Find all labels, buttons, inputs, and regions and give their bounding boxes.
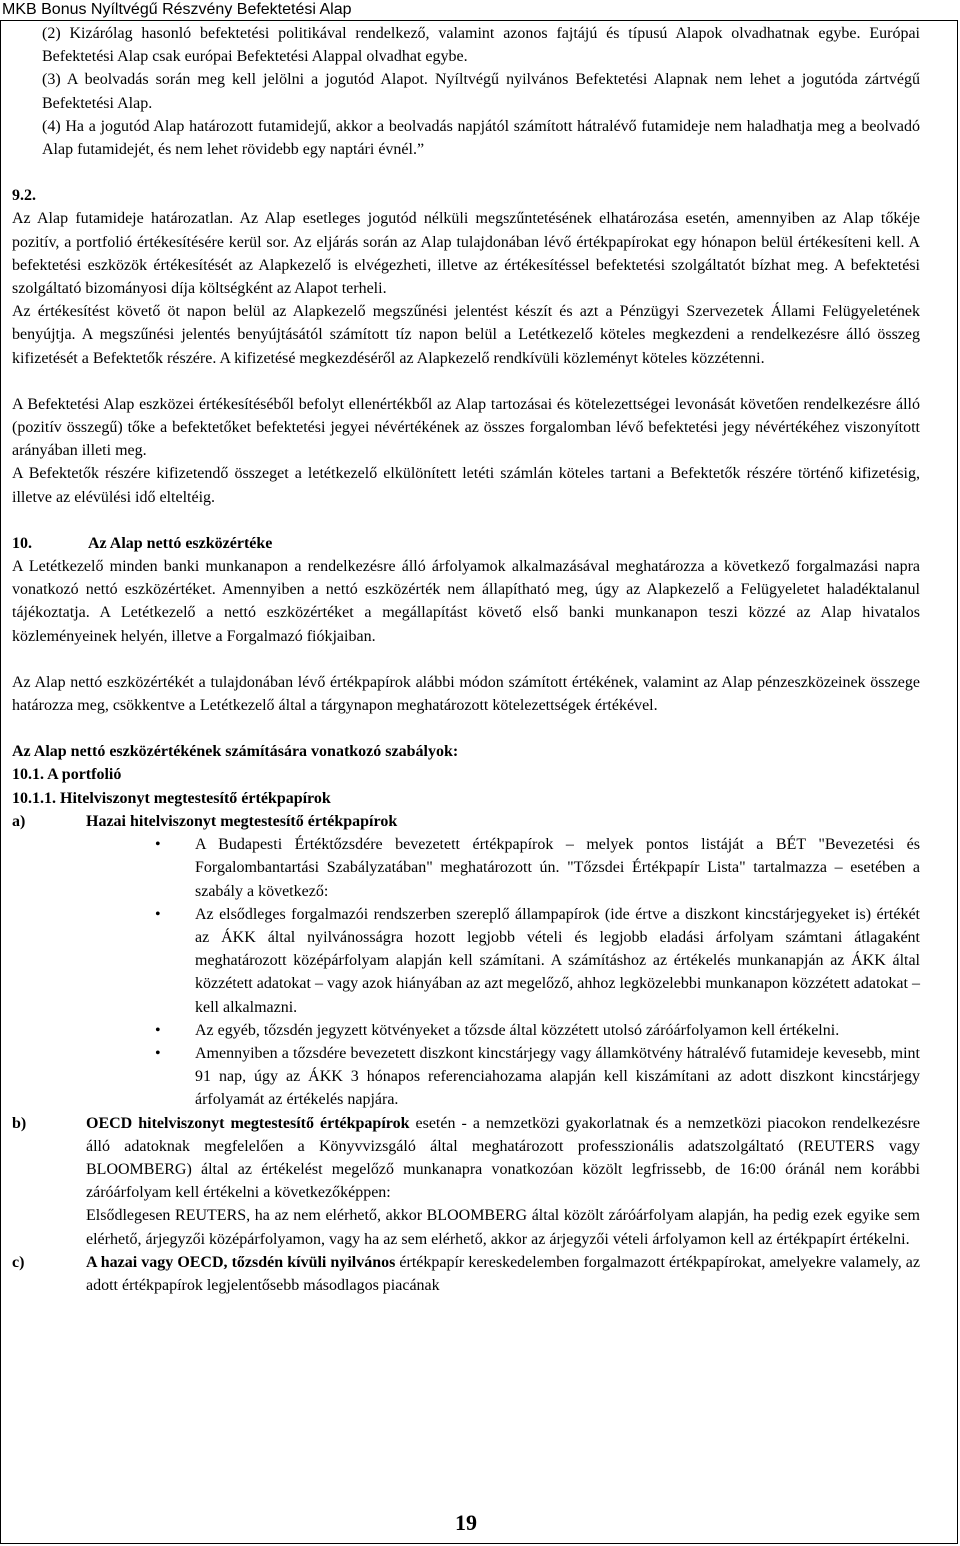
spacer <box>12 648 920 671</box>
section-10-paragraph-2: Az Alap nettó eszközértékét a tulajdonában lévő értékpapírok alábbi módon számított értékének, valamint az Alap pénzeszközeinek összege határozza meg, csökkentve a Letétkezelő által a tárgynapon meghatározott kötelezettségek értékével. <box>12 673 920 715</box>
section-number: 10. <box>12 534 32 552</box>
list-item: • Az elsődleges forgalmazói rendszerben szereplő állampapírok (ide értve a diszkont kincstárjegyeket is) értékét az ÁKK által nyilvánosságra hozott legjobb vételi és legjobb eladási árfolyam számtani átlagaként meghatározott középárfolyam alapján kell számítani. A számításhoz az értékelés munkanapján az ÁKK által közzétett adatokat – vagy azok hiányában az azt megelőző, ahhoz legközelebbi munkanapon közzétett adatokat – kell alkalmazni. <box>195 903 920 1019</box>
section-title: Az Alap nettó eszközértéke <box>88 534 273 552</box>
item-label: a) <box>12 812 26 830</box>
item-label: c) <box>12 1253 25 1271</box>
spacer <box>12 509 920 532</box>
item-label: b) <box>12 1114 27 1132</box>
item-b-continuation: Elsődlegesen REUTERS, ha az nem elérhető, akkor BLOOMBERG által közölt záróárfolyam alapján, ha pedig ezek egyike sem elérhető, árjegyzői középárfolyamon, vagy ha az sem elérhető, akkor az árjegyzői vételi árfolyamon kell az értékpapírt értékelni. <box>86 1207 920 1248</box>
section-heading-10 <box>12 532 920 555</box>
list-item: • Amennyiben a tőzsdére bevezetett diszkont kincstárjegy vagy államkötvény hátralévő futamideje kevesebb, mint 91 nap, úgy az ÁKK 3 hónapos referenciahozama alapján kell kiszámítani az adott diszkont kincstárjegy árfolyamát az értékelés napjára. <box>195 1042 920 1112</box>
item-a <box>12 810 920 833</box>
item-bold-lead: OECD hitelviszonyt megtestesítő értékpapírok <box>86 1114 410 1132</box>
document-body <box>12 22 920 1297</box>
clause-2: (2) Kizárólag hasonló befektetési politikával rendelkező, valamint azonos fajtájú és típusú Alapok olvadhatnak egybe. Európai Befektetési Alap csak európai Befektetési Alappal olvadhat egybe. <box>42 25 920 66</box>
section-9-2-paragraph-4: A Befektetők részére kifizetendő összeget a letétkezelő elkülönített letéti számlán köteles tartani a Befektetők részére történő kifizetésig, illetve az elévülési idő elteltéig. <box>12 465 920 506</box>
item-body <box>86 1251 920 1297</box>
spacer <box>12 717 920 740</box>
item-body <box>86 1112 920 1205</box>
subsection-heading-10-1: 10.1. A portfolió <box>12 766 122 784</box>
list-item: • A Budapesti Értéktőzsdére bevezetett értékpapírok – melyek pontos listáját a BÉT "Bevezetési és Forgalombantartási Szabályzatában" meghatározott ún. "Tőzsdei Értékpapír Lista" tartalmazza – esetében a szabály a következő: <box>195 833 920 903</box>
bullet-list <box>12 833 920 1111</box>
rules-heading: Az Alap nettó eszközértékének számítására vonatkozó szabályok: <box>12 743 459 761</box>
item-c <box>12 1251 920 1297</box>
page-number: 19 <box>455 1510 477 1535</box>
item-text: értékpapír kereskedelemben forgalmazott értékpapírokat, amelyekre valamely, az adott értékpapírok legjelentősebb másodlagos piacának <box>86 1253 920 1294</box>
section-9-2-paragraph-2: Az értékesítést követő öt napon belül az Alapkezelő megszűnési jelentést készít és azt a Pénzügyi Szervezetek Állami Felügyeletének benyújtja. A megszűnési jelentés benyújtásától számított tíz napon belül a Letétkezelő köteles megkezdeni a rendelkezésre álló összeg kifizetését a Befektetők részére. A kifizetésé megkezdéséről az Alapkezelő rendkívüli közleményt köteles közzétenni. <box>12 303 920 367</box>
item-text: esetén - a nemzetközi gyakorlatnak és a nemzetközi piacokon rendelkezésre álló adatoknak megfelelően a Könyvvizsgáló által meghatározott professzionális adatszolgáltató (REUTERS vagy BLOOMBERG) által az értékelést megelőző munkanapra vonatkozóan közölt legfrissebb, de 16:00 óránál nem korábbi záróárfolyam kell értékelni a következőképpen: <box>86 1114 920 1202</box>
section-10-paragraph-1: A Letétkezelő minden banki munkanapon a rendelkezésre álló árfolyamok alkalmazásával meghatározza a következő forgalmazási napra vonatkozó nettó eszközértéket. Amennyiben a nettó eszközérték nem állapítható meg, úgy az Alapkezelő a Felügyeletet haladéktalanul tájékoztatja. A Letétkezelő a nettó eszközértéket a megállapítást követő első banki munkanapon teszi közzé az Alap hivatalos közleményeinek helyén, illetve a Forgalmazó fiókjaiban. <box>12 558 920 645</box>
item-b <box>12 1112 920 1205</box>
section-9-2-paragraph-1: Az Alap futamideje határozatlan. Az Alap esetleges jogutód nélküli megszűntetésének elhatározása esetén, amennyiben az Alap tőkéje pozitív, a portfolió értékesítésére kerül sor. Az eljárás során az Alap tulajdonában lévő értékpapírokat egy hónapon belül értékesíteni kell. A befektetési eszközök értékesítését az Alapkezelő is elvégezheti, illetve az értékesítéssel befektetési szolgáltatót bízhat meg. A befektetési szolgáltató bizományosi díja költségként az Alapot terheli. <box>12 210 920 298</box>
item-title: Hazai hitelviszonyt megtestesítő értékpapírok <box>86 812 398 830</box>
spacer <box>12 161 920 184</box>
spacer <box>12 370 920 393</box>
clause-3: (3) A beolvadás során meg kell jelölni a jogutód Alapot. Nyíltvégű nyilvános Befektetési Alapnak nem lehet a jogutóda zártvégű Befektetési Alap. <box>42 71 920 112</box>
list-item: • Az egyéb, tőzsdén jegyzett kötvényeket a tőzsde által közzétett utolsó záróárfolyamon kell értékelni. <box>195 1019 920 1042</box>
clause-4: (4) Ha a jogutód Alap határozott futamidejű, akkor a beolvadás napjától számított hátralévő futamideje nem haladhatja meg a beolvadó Alap futamidejét, és nem lehet rövidebb egy naptári évnél.” <box>42 117 920 159</box>
item-bold-lead: A hazai vagy OECD, tőzsdén kívüli nyilvános <box>86 1253 396 1271</box>
running-header: MKB Bonus Nyíltvégű Részvény Befektetési Alap <box>2 1 352 18</box>
subsection-heading-10-1-1: 10.1.1. Hitelviszonyt megtestesítő értékpapírok <box>12 789 331 807</box>
section-heading-9-2: 9.2. <box>12 187 36 205</box>
section-9-2-paragraph-3: A Befektetési Alap eszközei értékesítéséből befolyt ellenértékből az Alap tartozásai és kötelezettségei levonását követően rendelkezésre álló (pozitív összegű) tőke a befektetőket befektetési jegyei névértékének az összes forgalomban lévő befektetési jegy névértékéhez viszonyított arányában illeti meg. <box>12 395 920 460</box>
